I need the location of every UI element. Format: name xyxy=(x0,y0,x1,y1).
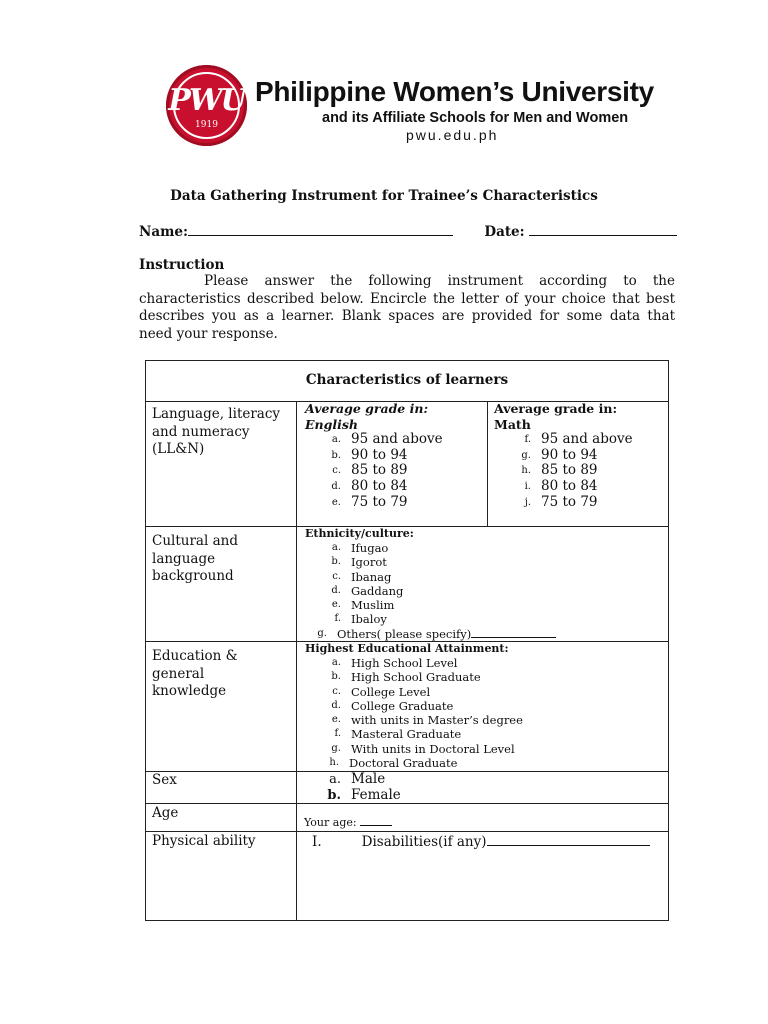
option-letter: b. xyxy=(327,787,341,803)
university-name: Philippine Women’s University xyxy=(255,76,654,107)
option-letter: i. xyxy=(524,481,531,493)
option-text: Masteral Graduate xyxy=(351,727,462,742)
logo-monogram: PWU xyxy=(168,83,245,118)
option-text: Ibaloy xyxy=(351,612,387,627)
list-item[interactable] xyxy=(331,713,523,728)
option-text: College Level xyxy=(351,684,431,699)
age-prompt-line xyxy=(304,816,392,830)
disabilities-line xyxy=(312,833,650,852)
disabilities-numeral: I. xyxy=(312,834,322,850)
row-label-age: Age xyxy=(152,805,179,821)
list-item[interactable] xyxy=(331,598,570,613)
option-text: 75 to 79 xyxy=(541,493,598,510)
disabilities-field[interactable] xyxy=(487,833,650,846)
math-heading: Average grade in: xyxy=(494,401,618,416)
option-text: Igorot xyxy=(351,555,387,570)
list-item[interactable] xyxy=(331,741,523,756)
option-letter: g. xyxy=(317,627,327,639)
list-item[interactable] xyxy=(524,431,633,448)
table-column-divider xyxy=(296,401,297,921)
row-label-education: Education & general knowledge xyxy=(152,648,238,699)
list-item[interactable] xyxy=(327,786,401,804)
table-heading: Characteristics of learners xyxy=(305,372,509,388)
math-subject: Math xyxy=(494,417,531,432)
option-letter: a. xyxy=(331,434,341,445)
list-item[interactable] xyxy=(332,462,443,479)
university-logo xyxy=(166,65,247,146)
education-options xyxy=(329,656,523,771)
option-text: Male xyxy=(351,771,386,787)
list-item[interactable] xyxy=(332,569,570,584)
math-options xyxy=(521,431,633,511)
option-letter: a. xyxy=(329,772,341,787)
option-letter: a. xyxy=(331,542,341,553)
option-text: 90 to 94 xyxy=(541,446,598,463)
option-letter: f. xyxy=(334,728,341,740)
option-text: Ibanag xyxy=(351,569,392,584)
option-text: College Graduate xyxy=(351,698,454,713)
list-item[interactable] xyxy=(331,670,523,685)
name-label: Name: xyxy=(139,224,188,240)
ethnicity-heading: Ethnicity/culture: xyxy=(305,527,414,540)
form-title: Data Gathering Instrument for Trainee’s Characteristics xyxy=(170,188,598,204)
option-letter: c. xyxy=(332,465,341,477)
list-item[interactable] xyxy=(329,771,401,788)
option-text: High School Level xyxy=(351,656,458,670)
date-field[interactable] xyxy=(529,223,677,236)
option-text: 95 and above xyxy=(351,431,443,447)
english-options xyxy=(331,431,443,511)
option-letter: b. xyxy=(331,449,341,461)
option-text: High School Graduate xyxy=(351,670,481,685)
list-item[interactable] xyxy=(331,541,570,555)
name-date-line xyxy=(139,223,677,240)
list-item[interactable] xyxy=(331,446,443,464)
sex-options xyxy=(327,771,401,803)
list-item[interactable] xyxy=(332,684,523,699)
list-item[interactable] xyxy=(524,493,633,511)
option-letter: f. xyxy=(334,613,341,625)
option-letter: j. xyxy=(524,496,531,508)
list-item[interactable] xyxy=(334,727,523,742)
option-text: 80 to 84 xyxy=(541,478,598,495)
option-letter: h. xyxy=(521,465,531,477)
option-letter: d. xyxy=(331,584,341,596)
row-label-lln: Language, literacy and numeracy (LL&N) xyxy=(152,406,281,457)
option-letter: e. xyxy=(331,714,341,726)
table-divider xyxy=(145,771,669,772)
list-item[interactable] xyxy=(331,478,443,495)
university-subtitle: and its Affiliate Schools for Men and Women xyxy=(322,110,629,126)
option-text: 95 and above xyxy=(541,431,633,447)
option-letter: h. xyxy=(329,757,339,769)
education-heading: Highest Educational Attainment: xyxy=(305,642,509,655)
option-text: Doctoral Graduate xyxy=(349,756,458,771)
option-text: 75 to 79 xyxy=(351,493,408,510)
option-text: 80 to 84 xyxy=(351,478,408,495)
list-item[interactable] xyxy=(331,493,443,511)
option-letter: f. xyxy=(524,434,531,445)
option-letter: c. xyxy=(332,570,341,582)
list-item[interactable] xyxy=(331,555,570,570)
university-website: pwu.edu.ph xyxy=(406,127,499,143)
list-item[interactable] xyxy=(331,698,523,713)
list-item[interactable] xyxy=(331,583,570,598)
instruction-heading: Instruction xyxy=(139,257,225,273)
list-item[interactable] xyxy=(521,462,633,479)
logo-year: 1919 xyxy=(195,120,218,130)
option-text: 85 to 89 xyxy=(541,462,598,479)
table-column-divider xyxy=(487,401,488,526)
option-text: 85 to 89 xyxy=(351,462,408,479)
option-text: Gaddang xyxy=(351,583,404,598)
option-text: Others( please specify) xyxy=(337,626,472,641)
english-subject: English xyxy=(305,417,358,432)
disabilities-prompt: Disabilities(if any) xyxy=(361,834,487,850)
table-divider xyxy=(145,803,669,804)
option-letter: c. xyxy=(332,685,341,697)
list-item[interactable] xyxy=(331,656,523,670)
option-letter: g. xyxy=(521,449,531,461)
date-label: Date: xyxy=(484,224,525,240)
list-item[interactable] xyxy=(524,478,633,495)
list-item[interactable] xyxy=(329,756,521,771)
option-letter: e. xyxy=(331,599,341,611)
option-letter: e. xyxy=(331,496,341,508)
instruction-text: Please answer the following instrument according to the characteristics described below. Encircle the letter of your choice that best describes you as a learner. Blank spaces are provided for some data that need your response. xyxy=(139,273,675,342)
others-specify-field[interactable] xyxy=(471,627,556,638)
option-letter: b. xyxy=(331,671,341,683)
list-item[interactable] xyxy=(317,626,556,641)
list-item[interactable] xyxy=(334,612,570,627)
row-label-sex: Sex xyxy=(152,772,177,788)
option-letter: b. xyxy=(331,556,341,568)
table-divider xyxy=(145,831,669,832)
option-text: With units in Doctoral Level xyxy=(351,741,515,756)
english-heading: Average grade in: xyxy=(305,401,429,416)
row-label-cultural: Cultural and language background xyxy=(152,533,238,584)
option-text: Ifugao xyxy=(351,541,389,555)
option-letter: d. xyxy=(331,481,341,493)
list-item[interactable] xyxy=(521,446,633,464)
option-text: Female xyxy=(351,786,401,803)
list-item[interactable] xyxy=(331,431,443,448)
age-prompt: Your age: xyxy=(304,816,357,829)
option-text: Muslim xyxy=(351,598,395,613)
option-letter: d. xyxy=(331,699,341,711)
row-label-physical: Physical ability xyxy=(152,833,256,849)
option-text: with units in Master’s degree xyxy=(351,713,523,728)
option-letter: a. xyxy=(331,657,341,668)
option-text: 90 to 94 xyxy=(351,446,408,463)
option-letter: g. xyxy=(331,742,341,754)
name-field[interactable] xyxy=(188,223,453,236)
age-field[interactable] xyxy=(360,816,392,826)
ethnicity-options xyxy=(317,541,570,641)
